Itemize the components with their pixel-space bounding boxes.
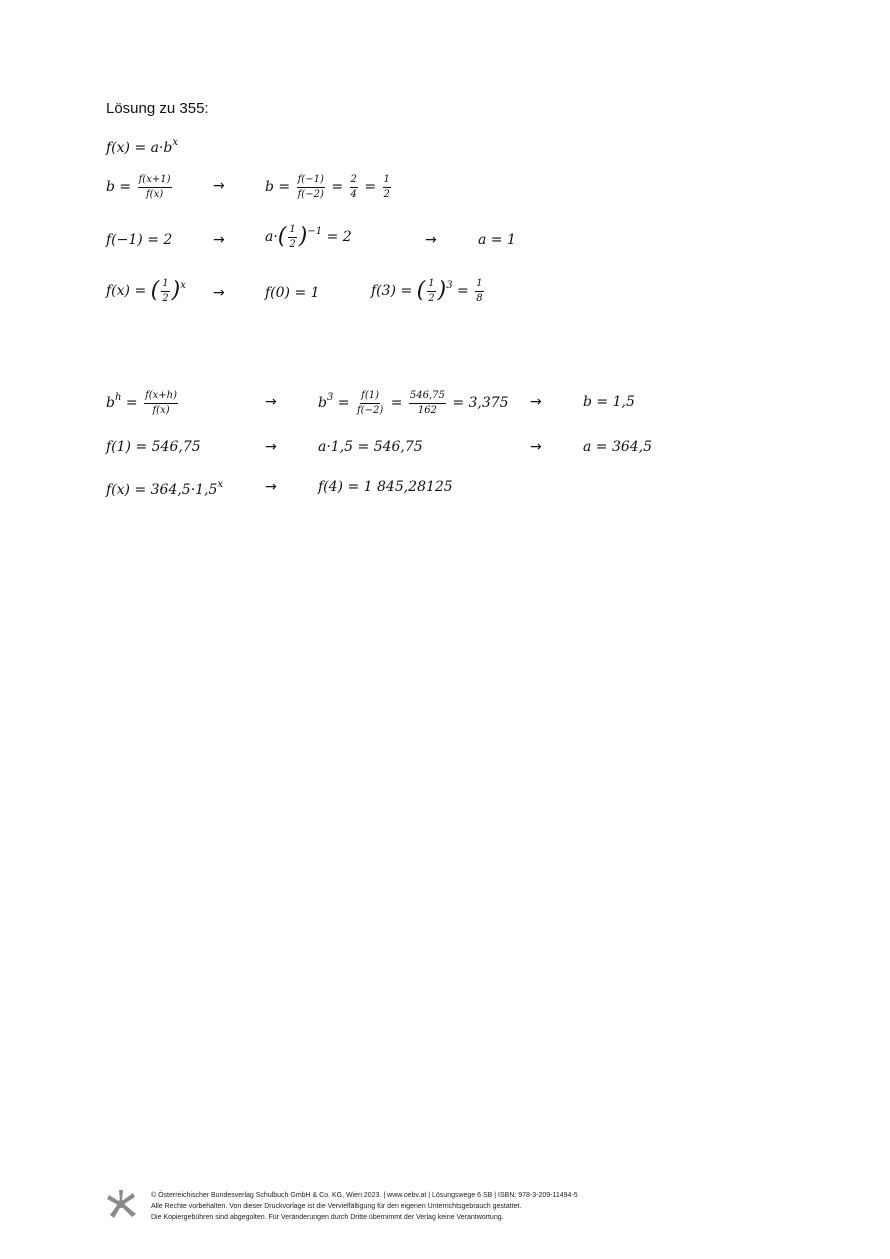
equation-b-h-definition: $b^h$ = $\frac{f(x+h)}{f(x)}$ bbox=[106, 390, 178, 416]
equation-a-result: a = 364,5 bbox=[583, 439, 653, 455]
footer-line: © Österreichischer Bundesverlag Schulbuch GmbH & Co. KG, Wien 2023. | www.oebv.at | Lösungswege 6 SB | ISBN: 978-3-209-11494-5 bbox=[151, 1192, 578, 1199]
equation-b-cubed: $b^3$ = $\frac{f(1)}{f(-2)}$ = $\frac{546,75}{162}$ = 3,375 bbox=[318, 390, 509, 416]
equation-a-substitution: a·( $\frac{1}{2}$ )$^{-1}$ = 2 bbox=[265, 224, 352, 250]
arrow-icon: → bbox=[530, 439, 542, 455]
equation-f-three: f(3) = ( $\frac{1}{2}$ )$^3$ = $\frac{1}{8}$ bbox=[371, 278, 483, 304]
equation-b-result: b = 1,5 bbox=[583, 394, 635, 410]
arrow-icon: → bbox=[213, 178, 225, 194]
equation-b-definition: b = $\frac{f(x+1)}{f(x)}$ bbox=[106, 174, 171, 200]
arrow-icon: → bbox=[213, 232, 225, 248]
footer-line: Die Kopiergebühren sind abgegolten. Für Veränderungen durch Dritte übernimmt der Verlag keine Verantwortung. bbox=[151, 1214, 504, 1221]
equation-b-value: b = $\frac{f(-1)}{f(-2)}$ = $\frac{2}{4}$ = $\frac{1}{2}$ bbox=[265, 174, 390, 200]
arrow-icon: → bbox=[265, 479, 277, 495]
arrow-icon: → bbox=[425, 232, 437, 248]
arrow-icon: → bbox=[530, 394, 542, 410]
page-heading: Lösung zu 355: bbox=[106, 100, 209, 117]
equation-f-zero: f(0) = 1 bbox=[265, 285, 320, 301]
equation-f-one: f(1) = 546,75 bbox=[106, 439, 201, 455]
equation-f-minus-one: f(−1) = 2 bbox=[106, 232, 173, 248]
equation-a-value: a = 1 bbox=[478, 232, 516, 248]
arrow-icon: → bbox=[265, 394, 277, 410]
publisher-logo-icon bbox=[105, 1188, 137, 1220]
footer-line: Alle Rechte vorbehalten. Von dieser Druckvorlage ist die Vervielfältigung für den eigenen Unterrichtsgebrauch gestattet. bbox=[151, 1203, 522, 1210]
equation-final-function: $f(x) = 364,5\cdot 1,5^x$ bbox=[106, 479, 224, 498]
equation-general-form: $f(x) = a\cdot b^x$ bbox=[106, 137, 179, 156]
equation-a-times: a·1,5 = 546,75 bbox=[318, 439, 423, 455]
equation-f-function: f(x) = ( $\frac{1}{2}$ )$^x$ bbox=[106, 278, 186, 304]
equation-f-four: f(4) = 1 845,28125 bbox=[318, 479, 453, 495]
arrow-icon: → bbox=[213, 285, 225, 301]
arrow-icon: → bbox=[265, 439, 277, 455]
copyright-text bbox=[151, 1190, 751, 1223]
